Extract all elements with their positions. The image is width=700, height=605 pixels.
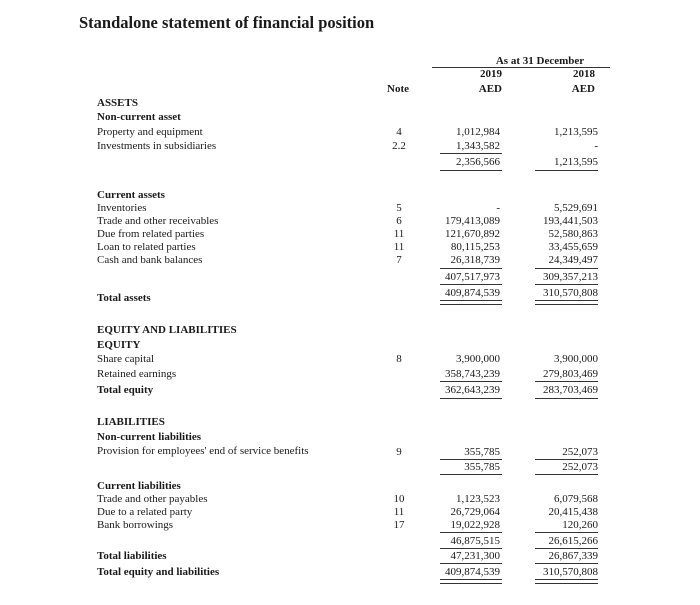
row-label: Investments in subsidiaries xyxy=(97,140,217,152)
current-liabilities-total-2019: 46,875,515 xyxy=(450,535,500,547)
row-value-2018: 252,073 xyxy=(562,446,598,458)
noncurrent-liabilities-total-2018: 252,073 xyxy=(562,461,598,473)
row-note: 11 xyxy=(393,241,405,253)
noncurrent-total-2018: 1,213,595 xyxy=(554,156,598,168)
total-equity-label: Total equity xyxy=(97,384,154,396)
subtotal-rule xyxy=(440,474,502,475)
equity-heading: EQUITY xyxy=(97,339,141,351)
row-label: Bank borrowings xyxy=(97,519,174,531)
noncurrent-total-2019: 2,356,566 xyxy=(456,156,500,168)
current-assets-total-2018: 309,357,213 xyxy=(543,271,598,283)
row-note: 9 xyxy=(396,446,402,458)
row-note: 7 xyxy=(396,254,402,266)
row-value-2018: 3,900,000 xyxy=(554,353,598,365)
subtotal-rule xyxy=(440,563,502,564)
total-liabilities-2018: 26,867,339 xyxy=(548,550,598,562)
row-value-2019: 355,785 xyxy=(464,446,500,458)
total-double-rule xyxy=(535,300,598,305)
row-note: 2.2 xyxy=(392,140,406,152)
subtotal-rule xyxy=(440,381,502,382)
total-equity-liabilities-2018: 310,570,808 xyxy=(543,566,598,578)
row-label: Due from related parties xyxy=(97,228,205,240)
row-note: 6 xyxy=(396,215,402,227)
currency-2019-header: AED xyxy=(478,83,502,95)
row-value-2019: 80,115,253 xyxy=(450,241,500,253)
subtotal-rule xyxy=(535,459,598,460)
noncurrent-assets-heading: Non-current asset xyxy=(97,111,181,123)
row-value-2018: 279,803,469 xyxy=(543,368,598,380)
row-value-2018: 5,529,691 xyxy=(554,202,598,214)
year-2019-header: 2019 xyxy=(480,68,502,80)
subtotal-rule xyxy=(535,284,598,285)
row-label: Trade and other receivables xyxy=(97,215,219,227)
row-value-2018: 20,415,438 xyxy=(548,506,598,518)
subtotal-rule xyxy=(440,398,502,399)
row-note: 4 xyxy=(396,126,402,138)
subtotal-rule xyxy=(535,381,598,382)
row-label: Share capital xyxy=(97,353,155,365)
current-assets-heading: Current assets xyxy=(97,189,165,201)
subtotal-rule xyxy=(535,268,598,269)
total-equity-2018: 283,703,469 xyxy=(543,384,598,396)
row-label: Property and equipment xyxy=(97,126,203,138)
year-2018-header: 2018 xyxy=(573,68,595,80)
subtotal-rule xyxy=(440,459,502,460)
total-assets-2019: 409,874,539 xyxy=(445,287,500,299)
subtotal-rule xyxy=(535,532,598,533)
currency-2018-header: AED xyxy=(571,83,595,95)
row-value-2018: - xyxy=(594,140,598,152)
row-value-2019: 26,729,064 xyxy=(450,506,500,518)
row-value-2019: - xyxy=(496,202,500,214)
total-double-rule xyxy=(535,579,598,584)
assets-heading: ASSETS xyxy=(97,97,138,109)
row-value-2019: 1,343,582 xyxy=(456,140,500,152)
row-label: Due to a related party xyxy=(97,506,193,518)
row-label: Provision for employees' end of service benefits xyxy=(97,445,309,457)
noncurrent-liabilities-total-2019: 355,785 xyxy=(464,461,500,473)
row-value-2018: 193,441,503 xyxy=(543,215,598,227)
row-note: 8 xyxy=(396,353,402,365)
row-value-2019: 121,670,892 xyxy=(445,228,500,240)
row-value-2018: 1,213,595 xyxy=(554,126,598,138)
current-assets-total-2019: 407,517,973 xyxy=(445,271,500,283)
row-value-2018: 33,455,659 xyxy=(548,241,598,253)
subtotal-rule xyxy=(535,170,598,171)
current-liabilities-total-2018: 26,615,266 xyxy=(548,535,598,547)
row-value-2018: 6,079,568 xyxy=(554,493,598,505)
row-value-2019: 1,123,523 xyxy=(456,493,500,505)
note-column-header: Note xyxy=(387,83,409,95)
row-label: Inventories xyxy=(97,202,147,214)
total-double-rule xyxy=(440,579,502,584)
row-label: Retained earnings xyxy=(97,368,177,380)
row-label: Cash and bank balances xyxy=(97,254,203,266)
row-note: 10 xyxy=(393,493,405,505)
subtotal-rule xyxy=(440,532,502,533)
subtotal-rule xyxy=(535,563,598,564)
total-equity-liabilities-label: Total equity and liabilities xyxy=(97,566,220,578)
row-value-2019: 19,022,928 xyxy=(450,519,500,531)
liabilities-heading: LIABILITIES xyxy=(97,416,165,428)
row-note: 5 xyxy=(396,202,402,214)
row-label: Trade and other payables xyxy=(97,493,208,505)
total-liabilities-2019: 47,231,300 xyxy=(450,550,500,562)
row-note: 11 xyxy=(393,228,405,240)
row-value-2019: 26,318,739 xyxy=(450,254,500,266)
subtotal-rule xyxy=(440,268,502,269)
total-liabilities-label: Total liabilities xyxy=(97,550,167,562)
row-value-2018: 52,580,863 xyxy=(548,228,598,240)
row-note: 17 xyxy=(393,519,405,531)
subtotal-rule xyxy=(440,170,502,171)
row-value-2019: 358,743,239 xyxy=(445,368,500,380)
subtotal-rule xyxy=(440,548,502,549)
subtotal-rule xyxy=(535,474,598,475)
total-equity-2019: 362,643,239 xyxy=(445,384,500,396)
row-value-2018: 120,260 xyxy=(562,519,598,531)
row-value-2018: 24,349,497 xyxy=(548,254,598,266)
row-value-2019: 179,413,089 xyxy=(445,215,500,227)
row-value-2019: 3,900,000 xyxy=(456,353,500,365)
total-assets-label: Total assets xyxy=(97,292,151,304)
total-equity-liabilities-2019: 409,874,539 xyxy=(445,566,500,578)
subtotal-rule xyxy=(535,548,598,549)
total-assets-2018: 310,570,808 xyxy=(543,287,598,299)
subtotal-rule xyxy=(440,284,502,285)
equity-liabilities-heading: EQUITY AND LIABILITIES xyxy=(97,324,237,336)
noncurrent-liabilities-heading: Non-current liabilities xyxy=(97,431,201,443)
subtotal-rule xyxy=(535,398,598,399)
current-liabilities-heading: Current liabilities xyxy=(97,480,181,492)
row-value-2019: 1,012,984 xyxy=(456,126,500,138)
row-note: 11 xyxy=(393,506,405,518)
page-title: Standalone statement of financial position xyxy=(79,13,375,32)
total-double-rule xyxy=(440,300,502,305)
subtotal-rule xyxy=(440,153,502,154)
period-heading: As at 31 December xyxy=(495,55,585,67)
row-label: Loan to related parties xyxy=(97,241,196,253)
